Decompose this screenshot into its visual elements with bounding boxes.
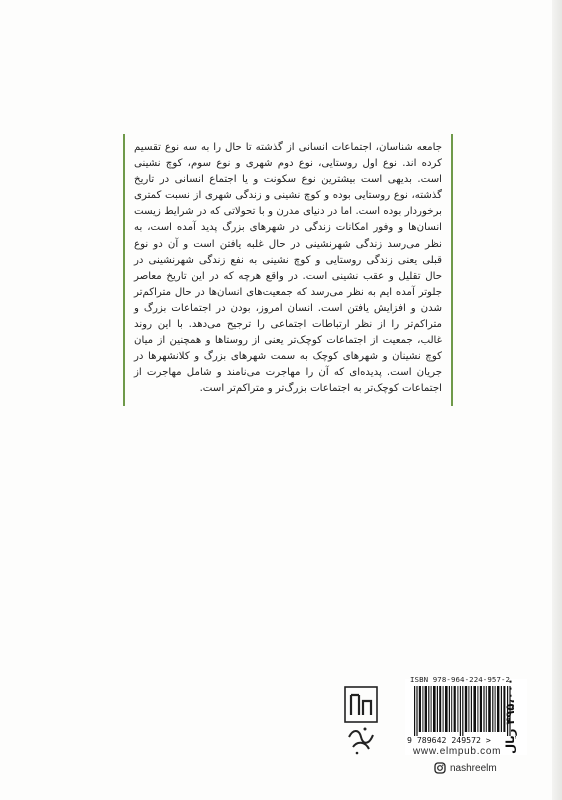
instagram-icon: [434, 762, 446, 774]
instagram-handle: nashreelm: [450, 762, 497, 774]
page-edge: [552, 0, 562, 800]
price-label: [498, 676, 522, 756]
price-text: ۴۹۵،۰۰۰ ریال: [503, 678, 517, 754]
publisher-logo: [343, 685, 381, 760]
instagram-row[interactable]: [434, 761, 497, 775]
website-link[interactable]: www.elmpub.com: [413, 746, 502, 757]
description-text-block: [123, 134, 453, 406]
isbn-label: ISBN 978-964-224-957-2: [410, 675, 511, 684]
barcode-digits: 9 789642 249572 >: [407, 735, 491, 745]
description-paragraph: جامعه شناسان، اجتماعات انسانی از گذشته تا حال را به سه نوع تقسیم کرده اند. نوع اول روستایی، نوع دوم شهری و نوع سوم، کوچ نشینی است. بدیهی است بیشترین نوع سکونت و یا اجتماع انسانی در تاریخ گذشته، نوع روستایی بوده و کوچ نشینی و زندگی شهری از نسبت کمتری برخوردار بوده است. اما در دنیای مدرن و با تحولاتی که در شرایط زیست انسان‌ها و وفور امکانات زندگی در شهرهای بزرگ پدید آمده است، به نظر می‌رسد زندگی شهرنشینی در حال غلبه یافتن است و آن دو نوع قبلی یعنی زندگی روستایی و کوچ نشینی به نفع زندگی شهرنشینی در حال تقلیل و عقب نشینی است. در واقع هرچه که در این تاریخ معاصر جلوتر آمده ایم به نظر می‌رسد که جمعیت‌های انسان‌ها در حال متراکم‌تر شدن و افزایش یافتن است. انسان امروز، بودن در اجتماعات بزرگ و متراکم‌تر را از نظر ارتباطات اجتماعی را ترجیح می‌دهد. با این روند غالب، جمعیت از اجتماعات کوچک‌تر یعنی از روستاها و همچنین از میان کوچ نشینان و شهرهای کوچک به سمت شهرهای بزرگ و کلانشهرها در جریان است. پدیده‌ای که آن را مهاجرت می‌نامند و شامل مهاجرت از اجتماعات کوچک‌تر به اجتماعات بزرگ‌تر و متراکم‌تر است.: [134, 142, 442, 395]
